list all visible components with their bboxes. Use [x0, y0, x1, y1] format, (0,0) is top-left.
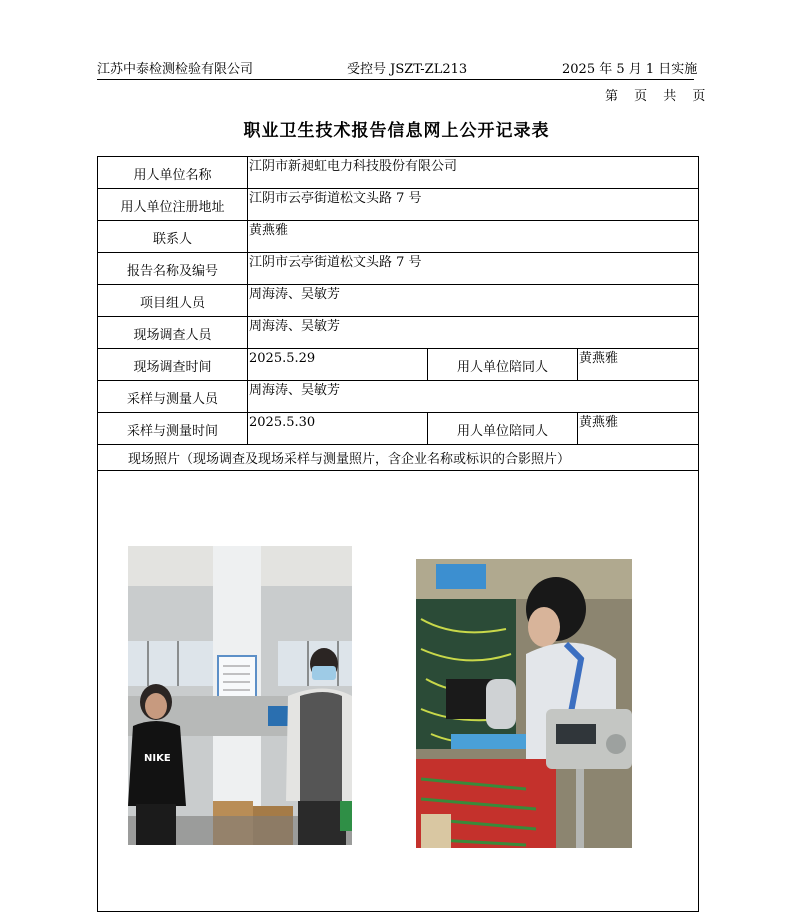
page-title: 职业卫生技术报告信息网上公开记录表 [243, 121, 550, 141]
header-control-number: 受控号 JSZT-ZL213 [347, 62, 468, 77]
label-sampling-time: 采样与测量时间 [98, 413, 248, 445]
row-sampling-time [98, 413, 699, 445]
value-project-team: 周海涛、吴敏芳 [248, 285, 699, 317]
header-effective-date: 2025 年 5 月 1 日实施 [562, 62, 698, 77]
value-report-name: 江阴市云亭街道松文头路 7 号 [248, 253, 699, 285]
label-sampling-staff: 采样与测量人员 [98, 381, 248, 413]
svg-text:NIKE: NIKE [144, 753, 171, 764]
row-project-team [98, 285, 699, 317]
group-photo [128, 546, 352, 845]
header-rule [97, 79, 694, 80]
row-report-name [98, 253, 699, 285]
label-sampling-companion: 用人单位陪同人 [428, 413, 578, 445]
row-employer-name [98, 157, 699, 189]
row-photos-label [98, 445, 699, 471]
label-contact: 联系人 [98, 221, 248, 253]
row-survey-time [98, 349, 699, 381]
page-number: 第 页 共 页 [605, 89, 706, 104]
value-sampling-time: 2025.5.30 [248, 413, 428, 445]
record-table [97, 156, 699, 912]
label-photos: 现场照片（现场调查及现场采样与测量照片，含企业名称或标识的合影照片） [98, 445, 699, 471]
value-employer-name: 江阴市新昶虹电力科技股份有限公司 [248, 157, 699, 189]
row-contact [98, 221, 699, 253]
value-employer-address: 江阴市云亭街道松文头路 7 号 [248, 189, 699, 221]
header-company: 江苏中泰检测检验有限公司 [97, 62, 254, 77]
photos-cell [98, 471, 699, 912]
label-survey-companion: 用人单位陪同人 [428, 349, 578, 381]
row-employer-address [98, 189, 699, 221]
value-survey-companion: 黄燕雅 [578, 349, 699, 381]
sampling-photo [416, 559, 632, 848]
row-photos [98, 471, 699, 912]
label-employer-address: 用人单位注册地址 [98, 189, 248, 221]
value-sampling-companion: 黄燕雅 [578, 413, 699, 445]
value-survey-staff: 周海涛、吴敏芳 [248, 317, 699, 349]
value-sampling-staff: 周海涛、吴敏芳 [248, 381, 699, 413]
value-survey-time: 2025.5.29 [248, 349, 428, 381]
row-sampling-staff [98, 381, 699, 413]
label-employer-name: 用人单位名称 [98, 157, 248, 189]
value-contact: 黄燕雅 [248, 221, 699, 253]
label-project-team: 项目组人员 [98, 285, 248, 317]
label-survey-staff: 现场调查人员 [98, 317, 248, 349]
label-report-name: 报告名称及编号 [98, 253, 248, 285]
label-survey-time: 现场调查时间 [98, 349, 248, 381]
row-survey-staff [98, 317, 699, 349]
